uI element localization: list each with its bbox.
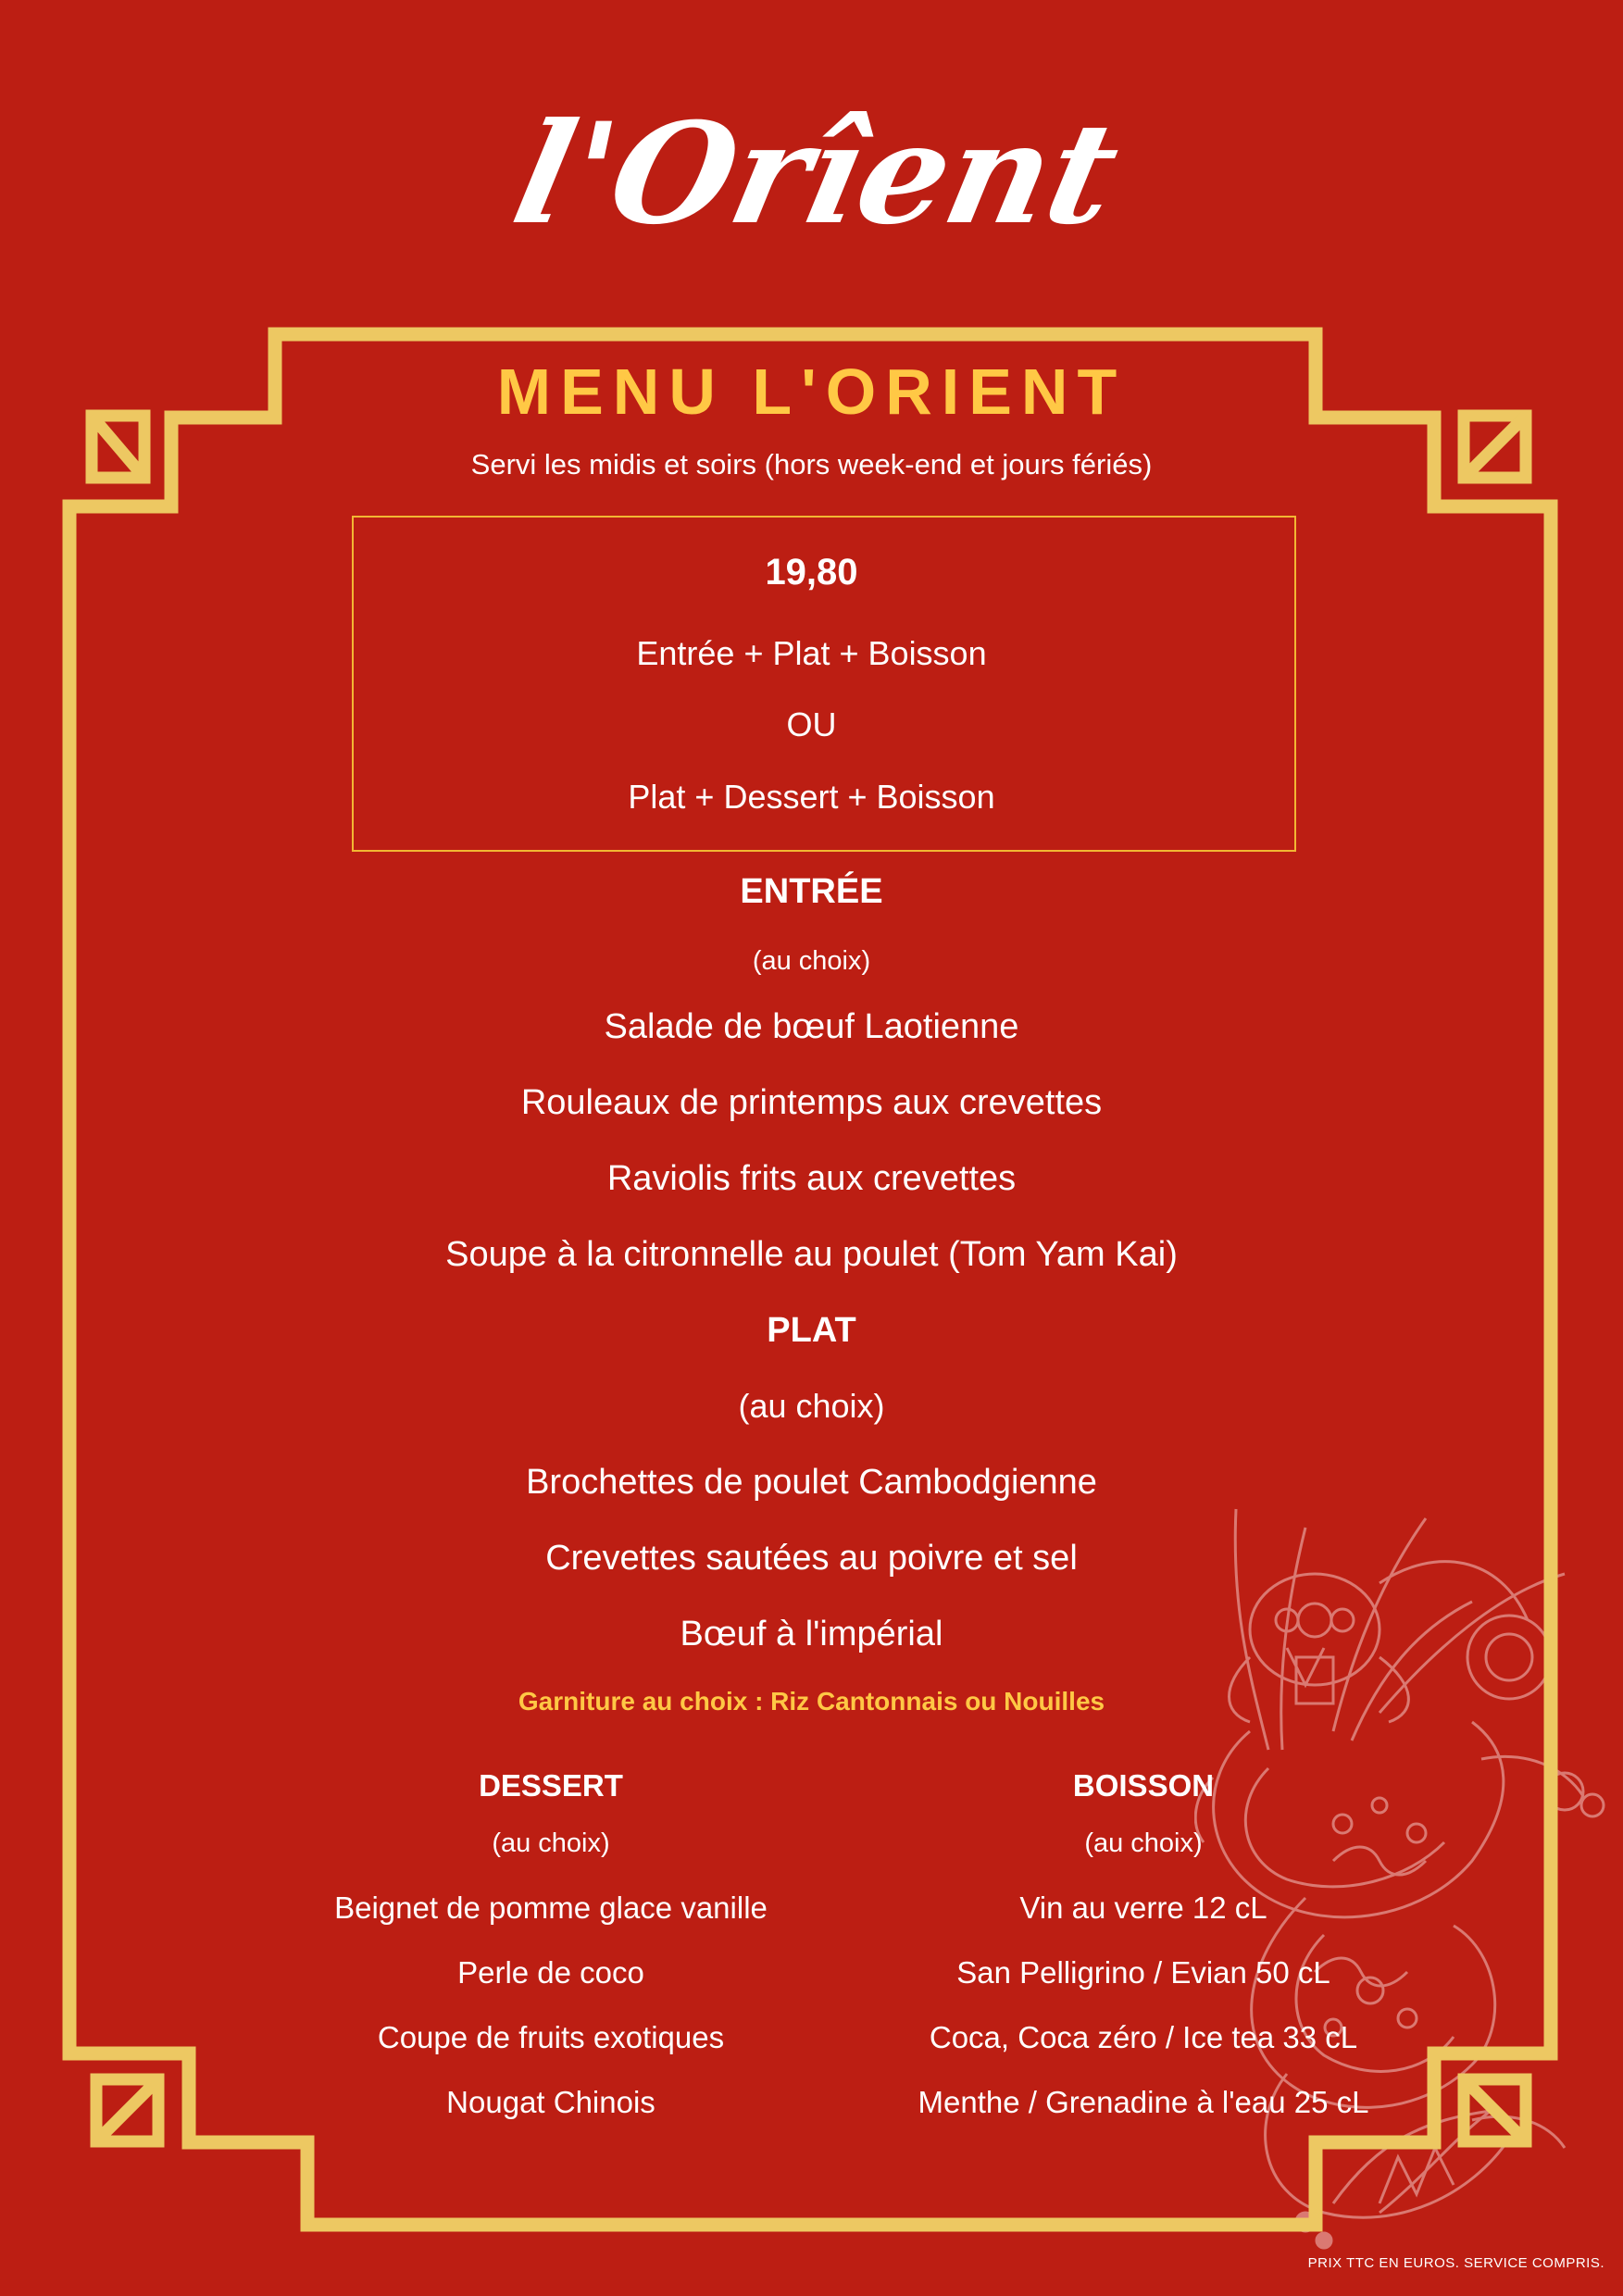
formula-option-2: Plat + Dessert + Boisson bbox=[628, 778, 995, 816]
entree-item: Rouleaux de printemps aux crevettes bbox=[520, 1083, 1103, 1122]
formula-separator: OU bbox=[786, 705, 837, 743]
menu-subtitle: Servi les midis et soirs (hors week-end et jours fériés) bbox=[470, 448, 1153, 480]
entree-item: Raviolis frits aux crevettes bbox=[606, 1159, 1017, 1198]
plat-item: Bœuf à l'impérial bbox=[680, 1615, 943, 1653]
plat-item: Crevettes sautées au poivre et sel bbox=[545, 1539, 1078, 1578]
entree-item: Soupe à la citronnelle au poulet (Tom Yam Kai) bbox=[445, 1235, 1178, 1274]
section-title-boisson: BOISSON bbox=[1072, 1768, 1215, 1803]
section-title-dessert: DESSERT bbox=[479, 1768, 623, 1803]
square-slash-icon bbox=[96, 2079, 158, 2141]
boisson-item: Menthe / Grenadine à l'eau 25 cL bbox=[918, 2085, 1369, 2119]
dessert-column bbox=[268, 1766, 833, 2148]
boisson-item: Coca, Coca zéro / Ice tea 33 cL bbox=[929, 2020, 1358, 2054]
entree-item: Salade de bœuf Laotienne bbox=[604, 1007, 1019, 1046]
dessert-item: Coupe de fruits exotiques bbox=[377, 2020, 725, 2054]
entree-choice-note: (au choix) bbox=[752, 946, 871, 976]
section-title-entree: ENTRÉE bbox=[740, 872, 883, 911]
dessert-item: Nougat Chinois bbox=[446, 2085, 655, 2119]
boisson-item: San Pelligrino / Evian 50 cL bbox=[956, 1955, 1330, 1990]
boisson-item: Vin au verre 12 cL bbox=[1019, 1890, 1267, 1925]
plat-choice-note: (au choix) bbox=[738, 1387, 885, 1425]
logo-text: l'Orîent bbox=[501, 92, 1131, 256]
boisson-choice-note: (au choix) bbox=[1084, 1828, 1203, 1858]
plat-item: Brochettes de poulet Cambodgienne bbox=[526, 1463, 1097, 1502]
garniture-note: Garniture au choix : Riz Cantonnais ou Nouilles bbox=[518, 1687, 1105, 1716]
section-title-plat: PLAT bbox=[767, 1311, 856, 1350]
menu-title: MENU L'ORIENT bbox=[496, 356, 1127, 428]
square-slash-icon bbox=[1464, 2079, 1526, 2141]
formula-price: 19,80 bbox=[765, 552, 858, 593]
formula-option-1: Entrée + Plat + Boisson bbox=[636, 634, 987, 672]
boisson-column bbox=[852, 1766, 1435, 2148]
dessert-choice-note: (au choix) bbox=[492, 1828, 610, 1858]
dessert-item: Beignet de pomme glace vanille bbox=[334, 1890, 768, 1925]
price-footnote: PRIX TTC EN EUROS. SERVICE COMPRIS. bbox=[1307, 2255, 1604, 2271]
dessert-item: Perle de coco bbox=[457, 1955, 644, 1990]
